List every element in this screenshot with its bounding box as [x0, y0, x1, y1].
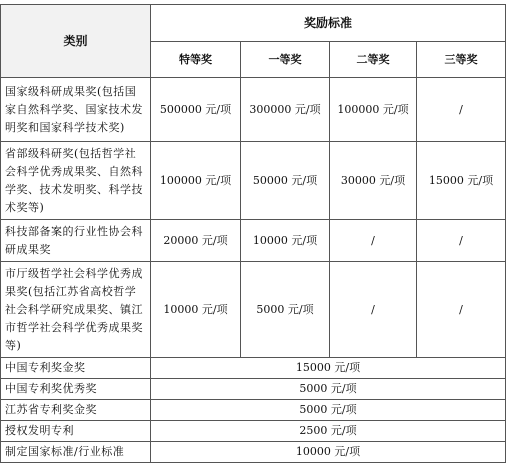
reward-third: /	[417, 262, 506, 358]
reward-second: /	[330, 220, 417, 262]
header-row-top	[1, 5, 506, 42]
level-header-second: 二等奖	[330, 42, 417, 78]
table-row	[1, 78, 506, 142]
reward-special: 10000 元/项	[151, 262, 241, 358]
table-row	[1, 358, 506, 379]
reward-value: 5000 元/项	[151, 379, 506, 400]
row-category: 市厅级哲学社会科学优秀成果奖(包括江苏省高校哲学社会科学研究成果奖、镇江市哲学社会科学优秀成果奖等)	[1, 262, 151, 358]
row-category: 国家级科研成果奖(包括国家自然科学奖、国家技术发明奖和国家科学技术奖)	[1, 78, 151, 142]
row-category: 中国专利奖金奖	[1, 358, 151, 379]
level-header-special: 特等奖	[151, 42, 241, 78]
table-row	[1, 379, 506, 400]
row-category: 授权发明专利	[1, 421, 151, 442]
reward-third: /	[417, 220, 506, 262]
reward-value: 10000 元/项	[151, 442, 506, 463]
reward-special: 500000 元/项	[151, 78, 241, 142]
row-category: 中国专利奖优秀奖	[1, 379, 151, 400]
reward-first: 5000 元/项	[241, 262, 330, 358]
row-category: 省部级科研奖(包括哲学社会科学优秀成果奖、自然科学奖、技术发明奖、科学技术奖等)	[1, 142, 151, 220]
reward-standard-header: 奖励标准	[151, 5, 506, 42]
award-standards-table	[0, 4, 506, 463]
table-row	[1, 400, 506, 421]
row-category: 江苏省专利奖金奖	[1, 400, 151, 421]
reward-first: 300000 元/项	[241, 78, 330, 142]
table-row	[1, 442, 506, 463]
reward-special: 20000 元/项	[151, 220, 241, 262]
reward-special: 100000 元/项	[151, 142, 241, 220]
reward-first: 50000 元/项	[241, 142, 330, 220]
reward-value: 15000 元/项	[151, 358, 506, 379]
row-category: 制定国家标准/行业标准	[1, 442, 151, 463]
table-row	[1, 262, 506, 358]
table-row	[1, 421, 506, 442]
reward-first: 10000 元/项	[241, 220, 330, 262]
category-header: 类别	[1, 5, 151, 78]
row-category: 科技部备案的行业性协会科研成果奖	[1, 220, 151, 262]
level-header-first: 一等奖	[241, 42, 330, 78]
reward-second: 30000 元/项	[330, 142, 417, 220]
reward-third: 15000 元/项	[417, 142, 506, 220]
reward-value: 5000 元/项	[151, 400, 506, 421]
reward-value: 2500 元/项	[151, 421, 506, 442]
reward-third: /	[417, 78, 506, 142]
level-header-third: 三等奖	[417, 42, 506, 78]
table-row	[1, 220, 506, 262]
table-row	[1, 142, 506, 220]
reward-second: 100000 元/项	[330, 78, 417, 142]
reward-second: /	[330, 262, 417, 358]
